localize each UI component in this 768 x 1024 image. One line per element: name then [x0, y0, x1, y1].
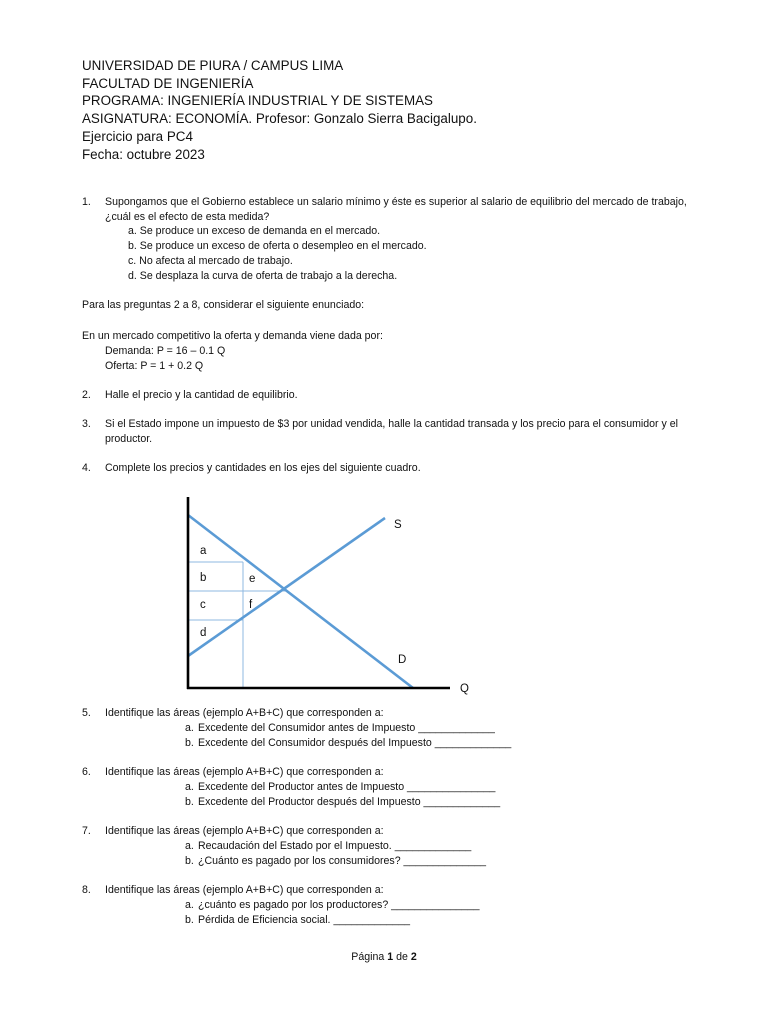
page-footer [0, 951, 768, 963]
q2-number: 2. [82, 389, 91, 401]
q5-item-b-letter: b. [185, 737, 194, 749]
q6-number: 6. [82, 766, 91, 778]
q1-option-a: a. Se produce un exceso de demanda en el mercado. [128, 225, 381, 237]
q5-item-b-text: Excedente del Consumidor después del Impuesto _____________ [198, 737, 512, 749]
q7-item-a [185, 839, 471, 853]
quantity-axis-label: Q [460, 683, 469, 695]
intro-enunciado: En un mercado competitivo la oferta y demanda viene dada por: [82, 330, 383, 342]
header-exercise: Ejercicio para PC4 [82, 128, 193, 144]
q1-number: 1. [82, 196, 91, 208]
q3-text: Si el Estado impone un impuesto de $3 por unidad vendida, halle la cantidad transada y los precio para el consumidor y el productor. [105, 418, 679, 446]
header-program: PROGRAMA: INGENIERÍA INDUSTRIAL Y DE SISTEMAS [82, 93, 433, 109]
area-c-label: c [200, 599, 206, 611]
q1-text: Supongamos que el Gobierno establece un salario mínimo y éste es superior al salario de equilibrio del mercado de trabajo, ¿cuál es el efecto de esta medida? [105, 196, 687, 224]
footer-current-page: 1 [387, 951, 394, 963]
area-b-label: b [200, 572, 207, 584]
footer-de: de [396, 951, 408, 963]
q6-item-a [185, 780, 495, 794]
supply-equation: Oferta: P = 1 + 0.2 Q [105, 360, 204, 372]
q6-item-a-text: Excedente del Productor antes de Impuesto _______________ [198, 781, 496, 793]
q6-item-b-letter: b. [185, 796, 194, 808]
q8-item-b-letter: b. [185, 914, 194, 926]
q6-item-a-letter: a. [185, 781, 194, 793]
area-d-label: d [200, 627, 207, 639]
q7-item-b-letter: b. [185, 855, 194, 867]
q8-item-b-text: Pérdida de Eficiencia social. _____________ [198, 914, 411, 926]
q5-number: 5. [82, 707, 91, 719]
q7-number: 7. [82, 825, 91, 837]
q5-item-a-text: Excedente del Consumidor antes de Impuesto _____________ [198, 722, 495, 734]
q7-text: Identifique las áreas (ejemplo A+B+C) que corresponden a: [105, 825, 384, 837]
q1-option-b: b. Se produce un exceso de oferta o desempleo en el mercado. [128, 240, 427, 252]
intro-preguntas: Para las preguntas 2 a 8, considerar el siguiente enunciado: [82, 299, 365, 311]
q5-text: Identifique las áreas (ejemplo A+B+C) que corresponden a: [105, 707, 384, 719]
area-f-label: f [249, 599, 253, 611]
q6-item-b [185, 795, 500, 809]
footer-total-pages: 2 [410, 951, 417, 963]
q7-item-b [185, 854, 486, 868]
q4-number: 4. [82, 462, 91, 474]
header-faculty: FACULTAD DE INGENIERÍA [82, 75, 254, 91]
q5-item-b [185, 736, 511, 750]
q8-text: Identifique las áreas (ejemplo A+B+C) que corresponden a: [105, 884, 384, 896]
footer-pagina: Página [351, 951, 385, 963]
q1-option-d: d. Se desplaza la curva de oferta de trabajo a la derecha. [128, 270, 398, 282]
q8-number: 8. [82, 884, 91, 896]
area-e-label: e [249, 573, 256, 585]
q8-item-a-text: ¿cuánto es pagado por los productores? _______________ [198, 899, 480, 911]
header-course: ASIGNATURA: ECONOMÍA. Profesor: Gonzalo Sierra Bacigalupo. [82, 111, 477, 127]
q7-item-a-letter: a. [185, 840, 194, 852]
q4-text: Complete los precios y cantidades en los ejes del siguiente cuadro. [105, 462, 421, 474]
q1-option-c: c. No afecta al mercado de trabajo. [128, 255, 293, 267]
demand-equation: Demanda: P = 16 – 0.1 Q [105, 345, 226, 357]
demand-curve [188, 515, 413, 688]
q6-text: Identifique las áreas (ejemplo A+B+C) que corresponden a: [105, 766, 384, 778]
q5-item-a [185, 721, 495, 735]
q8-item-b [185, 913, 410, 927]
q7-item-b-text: ¿Cuánto es pagado por los consumidores? ______________ [198, 855, 487, 867]
area-a-label: a [200, 545, 207, 557]
q2-text: Halle el precio y la cantidad de equilibrio. [105, 389, 298, 401]
header-university: UNIVERSIDAD DE PIURA / CAMPUS LIMA [82, 58, 344, 73]
q8-item-a-letter: a. [185, 899, 194, 911]
q3-number: 3. [82, 418, 91, 430]
q7-item-a-text: Recaudación del Estado por el Impuesto. _____________ [198, 840, 472, 852]
q5-item-a-letter: a. [185, 722, 194, 734]
q6-item-b-text: Excedente del Productor después del Impuesto _____________ [198, 796, 501, 808]
header-date: Fecha: octubre 2023 [82, 146, 205, 162]
q8-item-a [185, 898, 480, 912]
supply-label: S [394, 519, 402, 531]
demand-label: D [398, 654, 407, 666]
